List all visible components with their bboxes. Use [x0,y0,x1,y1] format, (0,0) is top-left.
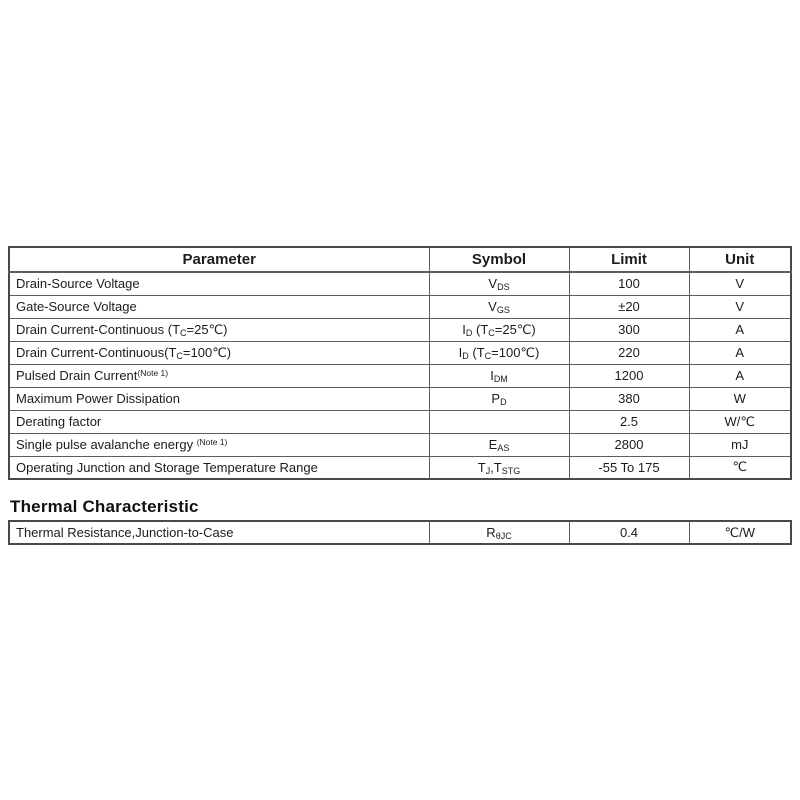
parameter-cell: Gate-Source Voltage [9,295,429,318]
symbol-cell: $V_{GS}$ [429,295,569,318]
unit-cell: W [689,387,791,410]
table-row [9,387,791,410]
limit-cell: 1200 [569,364,689,387]
limit-cell: -55 To 175 [569,456,689,479]
limit-cell: 2.5 [569,410,689,433]
parameter-cell: Maximum Power Dissipation [9,387,429,410]
symbol-cell: $I_D$ $(T_C=25℃)$ [429,318,569,341]
parameter-cell: Operating Junction and Storage Temperature Range [9,456,429,479]
symbol-cell: $V_{DS}$ [429,272,569,295]
maximum-ratings-table [8,246,792,480]
parameter-cell: Derating factor [9,410,429,433]
limit-cell: 2800 [569,433,689,456]
unit-cell: ℃ [689,456,791,479]
thermal-characteristic-heading: Thermal Characteristic [10,497,199,516]
table-row [9,364,791,387]
limit-cell: 100 [569,272,689,295]
table-row [9,295,791,318]
unit-cell: A [689,364,791,387]
parameter-cell: Drain Current-Continuous $(T_C=25℃)$ [9,318,429,341]
parameter-cell: Drain-Source Voltage [9,272,429,295]
table-row [9,521,791,544]
parameter-cell: Pulsed Drain Current$^{(Note 1)}$ [9,364,429,387]
symbol-cell: $R_{\theta JC}$ [429,521,569,544]
unit-cell: W/℃ [689,410,791,433]
parameter-column-header: Parameter [9,247,429,272]
symbol-cell: $P_D$ [429,387,569,410]
parameter-cell: Thermal Resistance,Junction-to-Case [9,521,429,544]
symbol-cell: $I_D$ $(T_C=100℃)$ [429,341,569,364]
parameter-cell: Single pulse avalanche energy $^{(Note 1)}$ [9,433,429,456]
table-row [9,456,791,479]
unit-cell: A [689,341,791,364]
limit-cell: 300 [569,318,689,341]
unit-cell: A [689,318,791,341]
unit-cell: ℃/W [689,521,791,544]
table-row [9,341,791,364]
thermal-characteristic-table [8,520,792,545]
unit-cell: V [689,272,791,295]
limit-cell: ±20 [569,295,689,318]
unit-column-header: Unit [689,247,791,272]
table-header-row [9,247,791,272]
limit-cell: 380 [569,387,689,410]
table-row [9,410,791,433]
unit-cell: mJ [689,433,791,456]
table-row [9,272,791,295]
table-row [9,433,791,456]
limit-cell: 220 [569,341,689,364]
symbol-cell: $E_{AS}$ [429,433,569,456]
limit-column-header: Limit [569,247,689,272]
symbol-cell: $T_J,T_{STG}$ [429,456,569,479]
table-row [9,318,791,341]
symbol-column-header: Symbol [429,247,569,272]
symbol-cell: $I_{DM}$ [429,364,569,387]
parameter-cell: Drain Current-$Continuous(T_C=100℃)$ [9,341,429,364]
limit-cell: 0.4 [569,521,689,544]
symbol-cell [429,410,569,433]
unit-cell: V [689,295,791,318]
